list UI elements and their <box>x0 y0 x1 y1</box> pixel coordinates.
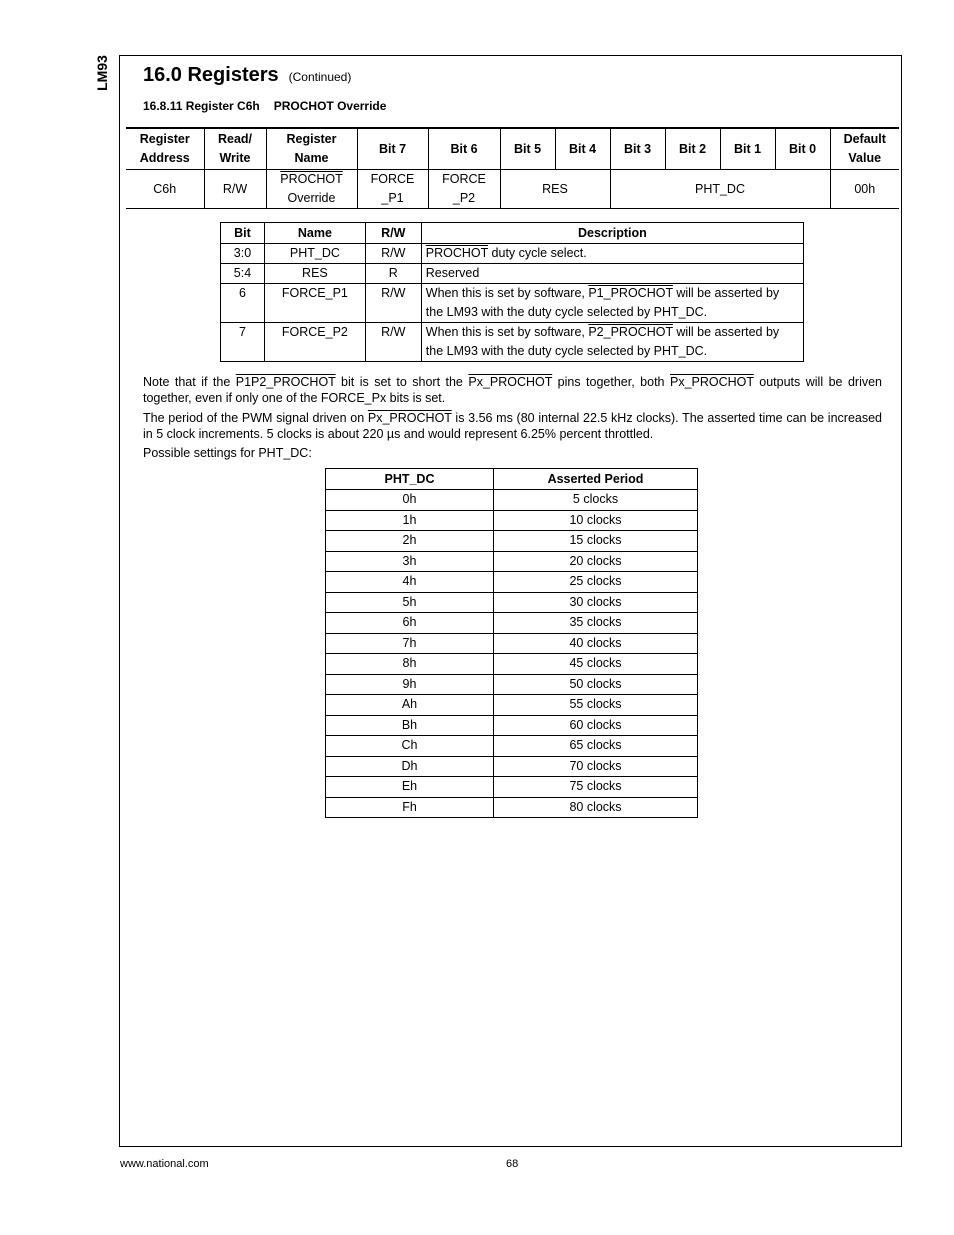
cell-pht-dc: 0h <box>326 490 494 511</box>
cell-pht-dc: Eh <box>326 777 494 798</box>
header-register-name: Register Name <box>266 128 357 170</box>
cell-pht-dc: Dh <box>326 756 494 777</box>
header-bit3: Bit 3 <box>610 128 665 170</box>
cell-asserted-period: 60 clocks <box>494 715 698 736</box>
register-header-row <box>126 128 899 170</box>
table-row <box>326 613 698 634</box>
table-row <box>326 695 698 716</box>
header-default-value: Default Value <box>830 128 899 170</box>
cell-pht-dc: 2h <box>326 531 494 552</box>
cell-pht-dc: 6h <box>326 613 494 634</box>
table-row: 5:4 RES R Reserved <box>221 264 804 284</box>
table-row: 7 FORCE_P2 R/W When this is set by software, P2_PROCHOT will be asserted by the LM93 with the duty cycle selected by PHT_DC. <box>221 323 804 362</box>
cell-pht-dc: 3h <box>326 551 494 572</box>
cell-pht-dc: 4h <box>326 572 494 593</box>
note-paragraph: Note that if the P1P2_PROCHOT bit is set to short the Px_PROCHOT pins together, both Px_PROCHOT outputs will be driven together, even if only one of the FORCE_Px bits is set. <box>143 375 882 405</box>
continued-label: (Continued) <box>288 70 352 84</box>
section-title <box>143 64 351 87</box>
cell-pht-dc: 8h <box>326 654 494 675</box>
table-row <box>326 797 698 818</box>
subsection-heading <box>143 99 386 113</box>
cell-asserted-period: 45 clocks <box>494 654 698 675</box>
cell-pht-dc: 7h <box>326 633 494 654</box>
table-row <box>326 551 698 572</box>
table-row <box>326 592 698 613</box>
cell-asserted-period: 15 clocks <box>494 531 698 552</box>
table-row <box>326 490 698 511</box>
cell-pht-dc: 5h <box>326 592 494 613</box>
header-bit5: Bit 5 <box>500 128 555 170</box>
header-name: Name <box>264 223 365 244</box>
table-row <box>326 756 698 777</box>
cell-register-name: PROCHOT Override <box>266 170 357 209</box>
header-pht-dc: PHT_DC <box>326 469 494 490</box>
cell-asserted-period: 5 clocks <box>494 490 698 511</box>
cell-bit7: FORCE _P1 <box>357 170 428 209</box>
cell-asserted-period: 80 clocks <box>494 797 698 818</box>
header-bit0: Bit 0 <box>775 128 830 170</box>
table-row <box>326 654 698 675</box>
subsection-name: PROCHOT Override <box>273 99 387 113</box>
dc-table-body <box>326 490 698 818</box>
page-number: 68 <box>506 1158 519 1170</box>
header-read-write: Read/ Write <box>204 128 266 170</box>
cell-pht-dc: 1h <box>326 510 494 531</box>
pht-dc-settings-table <box>325 468 698 818</box>
header-bit1: Bit 1 <box>720 128 775 170</box>
table-row <box>326 572 698 593</box>
header-register-address: Register Address <box>126 128 204 170</box>
section-title-text: 16.0 Registers <box>143 64 279 86</box>
dc-header-row <box>326 469 698 490</box>
header-bit7: Bit 7 <box>357 128 428 170</box>
cell-asserted-period: 10 clocks <box>494 510 698 531</box>
header-bit4: Bit 4 <box>555 128 610 170</box>
cell-default: 00h <box>830 170 899 209</box>
cell-pht-dc: Fh <box>326 797 494 818</box>
cell-asserted-period: 40 clocks <box>494 633 698 654</box>
cell-asserted-period: 20 clocks <box>494 551 698 572</box>
cell-asserted-period: 50 clocks <box>494 674 698 695</box>
table-row <box>326 510 698 531</box>
cell-pht-dc: 9h <box>326 674 494 695</box>
header-asserted-period: Asserted Period <box>494 469 698 490</box>
header-rw: R/W <box>365 223 421 244</box>
header-bit: Bit <box>221 223 265 244</box>
cell-bits5-4: RES <box>500 170 610 209</box>
cell-asserted-period: 75 clocks <box>494 777 698 798</box>
table-row: 3:0 PHT_DC R/W PROCHOT duty cycle select. <box>221 244 804 264</box>
possible-settings-paragraph: Possible settings for PHT_DC: <box>143 446 312 460</box>
bit-header-row <box>221 223 804 244</box>
cell-asserted-period: 55 clocks <box>494 695 698 716</box>
bit-description-table <box>220 222 804 362</box>
cell-bit6: FORCE _P2 <box>428 170 500 209</box>
header-bit6: Bit 6 <box>428 128 500 170</box>
side-part-label: LM93 <box>94 55 110 91</box>
header-description: Description <box>421 223 803 244</box>
cell-asserted-period: 25 clocks <box>494 572 698 593</box>
footer-url: www.national.com <box>120 1158 209 1170</box>
cell-pht-dc: Ch <box>326 736 494 757</box>
table-row <box>326 633 698 654</box>
cell-asserted-period: 70 clocks <box>494 756 698 777</box>
table-row <box>326 736 698 757</box>
cell-pht-dc: Ah <box>326 695 494 716</box>
cell-asserted-period: 30 clocks <box>494 592 698 613</box>
cell-rw: R/W <box>204 170 266 209</box>
subsection-number: 16.8.11 Register C6h <box>143 99 260 113</box>
cell-address: C6h <box>126 170 204 209</box>
cell-asserted-period: 65 clocks <box>494 736 698 757</box>
register-data-row <box>126 170 899 209</box>
table-row <box>326 777 698 798</box>
table-row <box>326 715 698 736</box>
cell-pht-dc: Bh <box>326 715 494 736</box>
header-bit2: Bit 2 <box>665 128 720 170</box>
table-row <box>326 674 698 695</box>
period-paragraph: The period of the PWM signal driven on Px_PROCHOT is 3.56 ms (80 internal 22.5 kHz clocks). The asserted time can be increased in 5 clock increments. 5 clocks is about 220 µs and would represent 6.25% percent throttled. <box>143 411 883 441</box>
register-summary-table <box>126 127 899 209</box>
cell-bits3-0: PHT_DC <box>610 170 830 209</box>
table-row: 6 FORCE_P1 R/W When this is set by software, P1_PROCHOT will be asserted by the LM93 with the duty cycle selected by PHT_DC. <box>221 284 804 323</box>
table-row <box>326 531 698 552</box>
cell-asserted-period: 35 clocks <box>494 613 698 634</box>
